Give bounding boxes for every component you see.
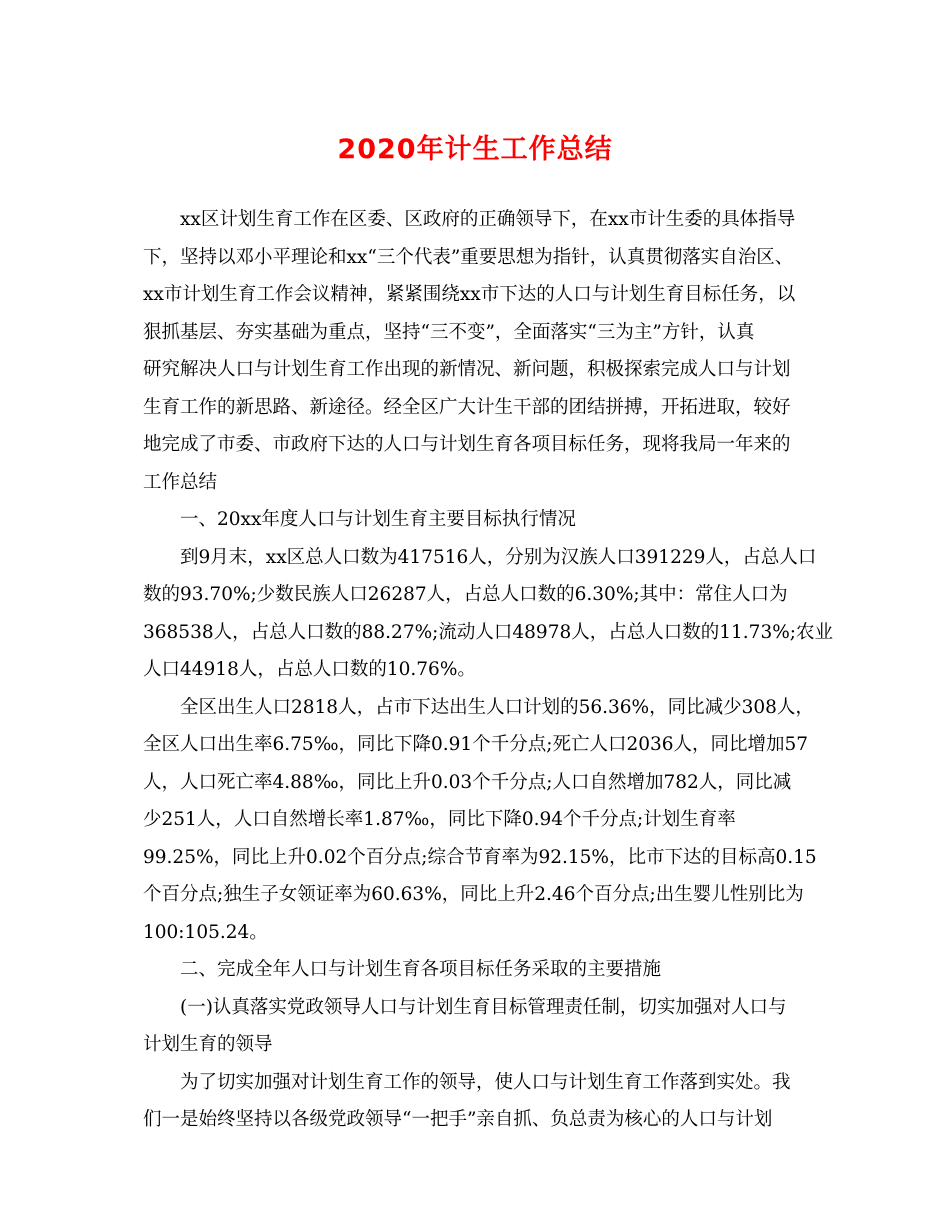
body-line: 们一是始终坚持以各级党政领导“一把手”亲自抓、负总责为核心的人口与计划 — [143, 1109, 773, 1130]
subsection-heading: 计划生育的领导 — [143, 1034, 273, 1055]
body-line: 全区出生人口2818人，占市下达出生人口计划的56.36%，同比减少308人， — [143, 696, 814, 718]
body-line: 人口44918人，占总人口数的10.76%。 — [143, 659, 476, 680]
body-line: 100:105.24。 — [143, 921, 268, 943]
body-line: 数的93.70%;少数民族人口26287人，占总人口数的6.30%;其中：常住人口为 — [143, 584, 788, 605]
section-heading: 二、完成全年人口与计划生育各项目标任务采取的主要措施 — [143, 959, 662, 980]
body-line: 全区人口出生率6.75‰，同比下降0.91个千分点;死亡人口2036人，同比增加57 — [143, 734, 809, 755]
body-line: xx市计划生育工作会议精神，紧紧围绕xx市下达的人口与计划生育目标任务，以 — [143, 284, 796, 305]
body-line: 工作总结 — [143, 471, 218, 493]
body-line: 368538人，占总人口数的88.27%;流动人口48978人，占总人口数的11.73%;农业 — [143, 621, 834, 643]
body-line: 人，人口死亡率4.88‰，同比上升0.03个千分点;人口自然增加782人，同比减 — [143, 771, 792, 793]
body-line: 地完成了市委、市政府下达的人口与计划生育各项目标任务，现将我局一年来的 — [143, 434, 791, 455]
body-line: 生育工作的新思路、新途径。经全区广大计生干部的团结拼搏，开拓进取，较好 — [143, 396, 791, 418]
body-line: 少251人，人口自然增长率1.87‰，同比下降0.94个千分点;计划生育率 — [143, 809, 736, 830]
document-title: 2020年计生工作总结 — [337, 134, 613, 165]
body-line: 个百分点;独生子女领证率为60.63%，同比上升2.46个百分点;出生婴儿性别比为 — [143, 884, 804, 905]
body-line: xx区计划生育工作在区委、区政府的正确领导下，在xx市计生委的具体指导 — [143, 209, 796, 230]
body-line: 研究解决人口与计划生育工作出现的新情况、新问题，积极探索完成人口与计划 — [143, 359, 791, 380]
section-heading: 一、20xx年度人口与计划生育主要目标执行情况 — [143, 509, 576, 530]
body-line: 下，坚持以邓小平理论和xx“三个代表”重要思想为指针，认真贯彻落实自治区、 — [143, 246, 794, 268]
body-line: 为了切实加强对计划生育工作的领导，使人口与计划生育工作落到实处。我 — [143, 1071, 791, 1093]
subsection-heading: (一)认真落实党政领导人口与计划生育目标管理责任制，切实加强对人口与 — [143, 996, 787, 1018]
body-line: 狠抓基层、夯实基础为重点，坚持“三不变”，全面落实“三为主”方针，认真 — [143, 321, 755, 343]
document-body — [143, 201, 834, 1139]
body-line: 99.25%，同比上升0.02个百分点;综合节育率为92.15%，比市下达的目标高0.15 — [143, 846, 817, 868]
body-line: 到9月末，xx区总人口数为417516人，分别为汉族人口391229人，占总人口 — [143, 546, 817, 568]
